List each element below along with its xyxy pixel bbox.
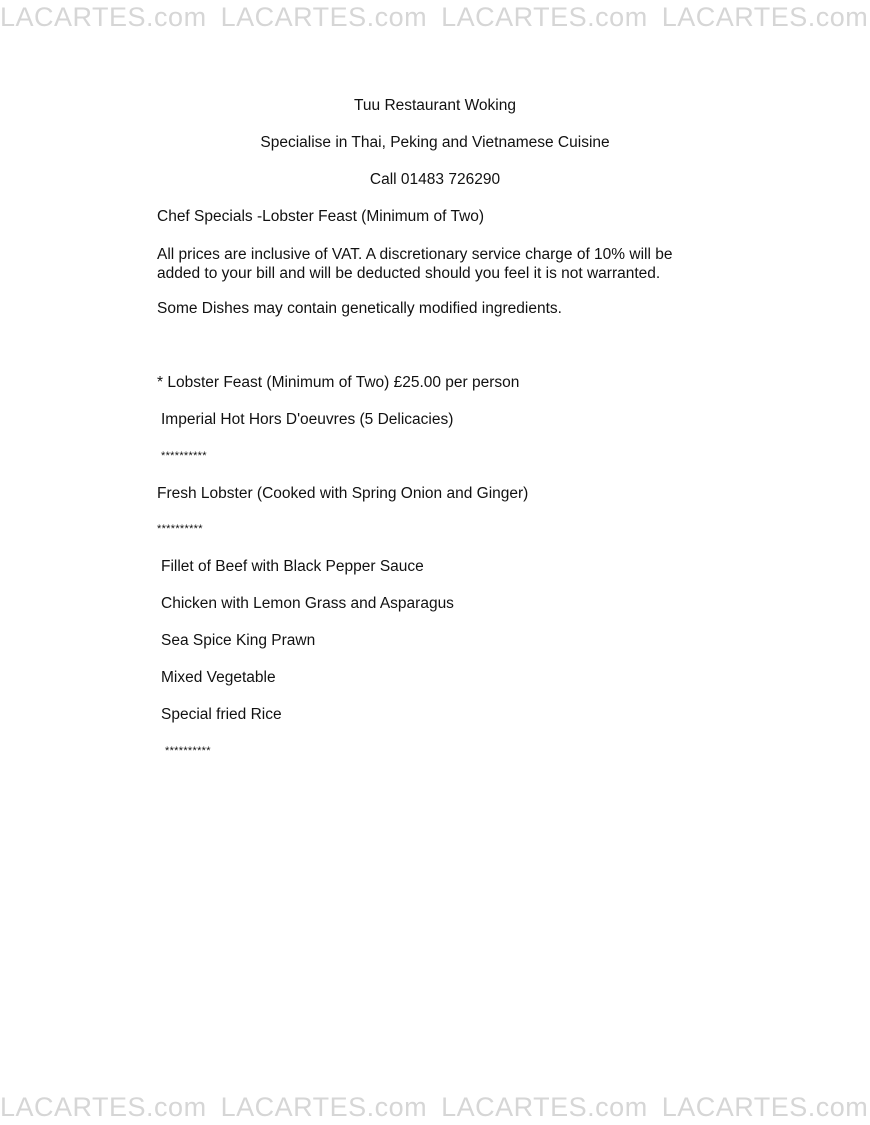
section-title: Chef Specials -Lobster Feast (Minimum of Two) (157, 208, 485, 225)
watermark-text: LACARTES.com (220, 2, 428, 32)
separator: ********** (165, 745, 211, 757)
watermark-text: LACARTES.com (0, 2, 207, 32)
gm-notice: Some Dishes may contain genetically modified ingredients. (157, 300, 562, 317)
phone-number: Call 01483 726290 (369, 171, 501, 188)
course-starter: Imperial Hot Hors D'oeuvres (5 Delicacies) (161, 411, 454, 428)
watermark-text: LACARTES.com (220, 1092, 428, 1122)
separator: ********** (157, 523, 203, 535)
watermark-text: LACARTES.com (661, 2, 869, 32)
watermark-top (0, 0, 870, 34)
feast-title: * Lobster Feast (Minimum of Two) £25.00 per person (157, 374, 520, 391)
main-dish: Fillet of Beef with Black Pepper Sauce (161, 558, 424, 575)
watermark-text: LACARTES.com (0, 1092, 207, 1122)
restaurant-name: Tuu Restaurant Woking (354, 97, 516, 114)
separator: ********** (161, 450, 207, 462)
main-dish: Mixed Vegetable (161, 669, 276, 686)
vat-notice (157, 245, 717, 283)
main-dish: Sea Spice King Prawn (161, 632, 316, 649)
course-lobster: Fresh Lobster (Cooked with Spring Onion and Ginger) (157, 485, 529, 502)
watermark-bottom (0, 1090, 870, 1124)
main-dish: Special fried Rice (161, 706, 282, 723)
main-dish: Chicken with Lemon Grass and Asparagus (161, 595, 454, 612)
watermark-text: LACARTES.com (441, 1092, 648, 1122)
cuisine-specialty: Specialise in Thai, Peking and Vietnamese Cuisine (260, 134, 610, 151)
vat-notice-line-2: added to your bill and will be deducted should you feel it is not warranted. (157, 265, 661, 282)
watermark-text: LACARTES.com (661, 1092, 869, 1122)
watermark-text: LACARTES.com (441, 2, 648, 32)
vat-notice-line-1: All prices are inclusive of VAT. A discretionary service charge of 10% will be (157, 246, 673, 263)
